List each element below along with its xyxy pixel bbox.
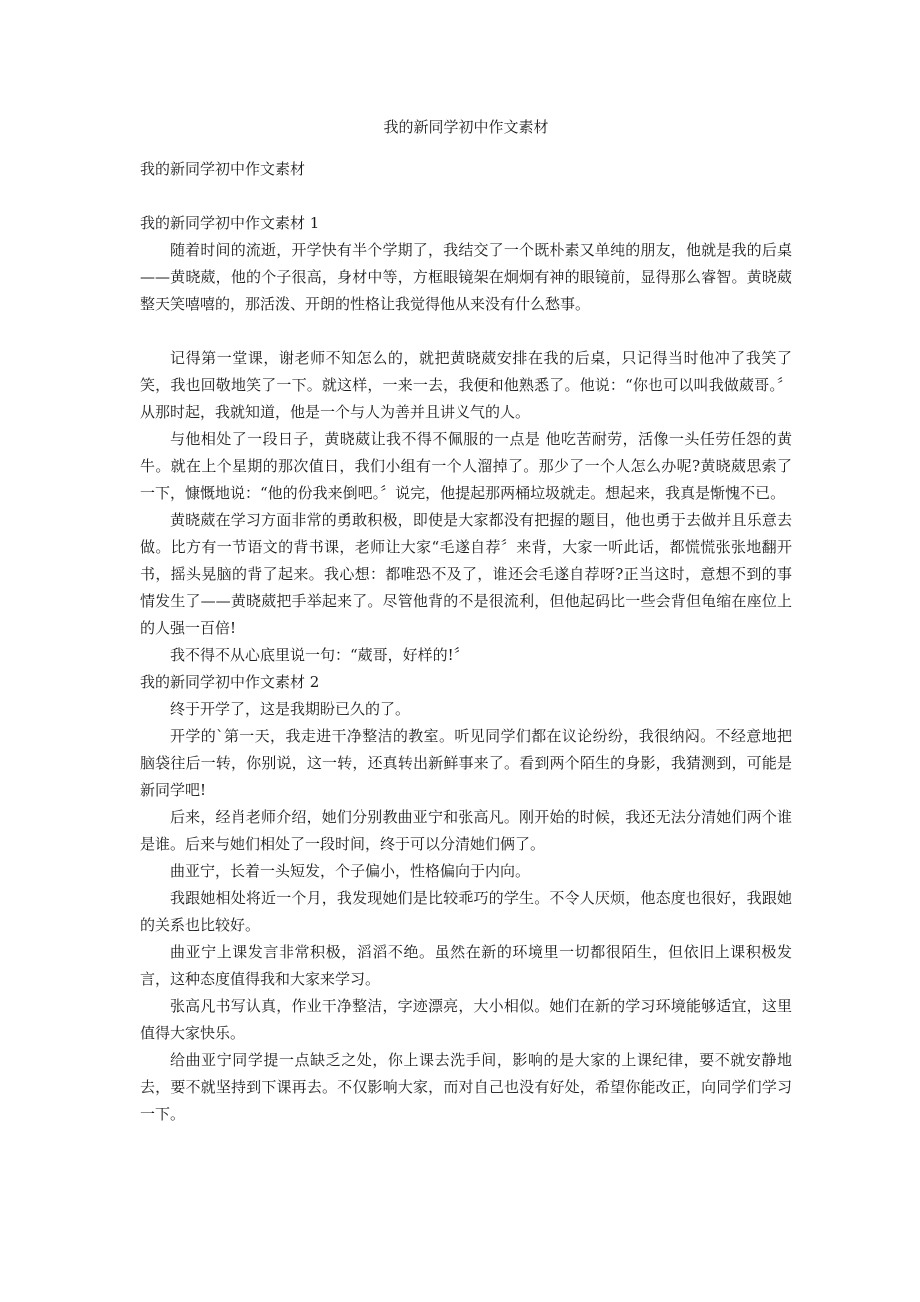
paragraph: 我不得不从心底里说一句：“葳哥，好样的!〞 — [170, 646, 469, 664]
paragraph: 开学的`第一天，我走进干净整洁的教室。听见同学们都在议论纷纷，我很纳闷。不经意地把脑袋往后一转，你别说，这一转，还真转出新鲜事来了。看到两个陌生的身影，我猜测到，可能是新同学吧! — [140, 727, 792, 799]
paragraph: 后来，经肖老师介绍，她们分别教曲亚宁和张高凡。刚开始的时候，我还无法分清她们两个谁是谁。后来与她们相处了一段时间，终于可以分清她们俩了。 — [140, 808, 792, 853]
paragraph: 我跟她相处将近一个月，我发现她们是比较乖巧的学生。不令人厌烦，他态度也很好，我跟她的关系也比较好。 — [140, 889, 792, 934]
paragraph: 终于开学了，这是我期盼已久的了。 — [170, 700, 411, 718]
paragraph: 曲亚宁，长着一头短发，个子偏小，性格偏向于内向。 — [170, 862, 531, 880]
paragraph: 记得第一堂课，谢老师不知怎么的，就把黄晓葳安排在我的后桌，只记得当时他冲了我笑了笑，我也回敬地笑了一下。就这样，一来一去，我便和他熟悉了。他说：“你也可以叫我做葳哥。〞从那时起，我就知道，他是一个与人为善并且讲义气的人。 — [140, 349, 792, 421]
paragraph: 张高凡书写认真，作业干净整洁，字迹漂亮，大小相似。她们在新的学习环境能够适宜，这里值得大家快乐。 — [140, 997, 792, 1042]
section-heading-1: 我的新同学初中作文素材 1 — [140, 214, 320, 232]
document-subtitle: 我的新同学初中作文素材 — [140, 160, 306, 178]
document-body — [140, 210, 792, 1128]
paragraph: 与他相处了一段日子，黄晓葳让我不得不佩服的一点是 他吃苦耐劳，活像一头任劳任怨的黄牛。就在上个星期的那次值日，我们小组有一个人溜掉了。那少了一个人怎么办呢?黄晓葳思索了一下，慷慨地说：“他的份我来倒吧。〞说完，他提起那两桶垃圾就走。想起来，我真是惭愧不已。 — [140, 430, 792, 502]
paragraph: 黄晓葳在学习方面非常的勇敢积极，即使是大家都没有把握的题目，他也勇于去做并且乐意去做。比方有一节语文的背书课，老师让大家“毛遂自荐〞来背，大家一听此话，都慌慌张张地翻开书，摇头晃脑的背了起来。我心想：都唯恐不及了，谁还会毛遂自荐呀?正当这时，意想不到的事情发生了——黄晓葳把手举起来了。尽管他背的不是很流利，但他起码比一些会背但龟缩在座位上的人强一百倍! — [140, 511, 792, 637]
section-heading-2: 我的新同学初中作文素材 2 — [140, 673, 320, 691]
paragraph: 随着时间的流逝，开学快有半个学期了，我结交了一个既朴素又单纯的朋友，他就是我的后桌——黄晓葳，他的个子很高，身材中等，方框眼镜架在炯炯有神的眼镜前，显得那么睿智。黄晓葳整天笑嘻嘻的，那活泼、开朗的性格让我觉得他从来没有什么愁事。 — [140, 241, 792, 313]
paragraph: 曲亚宁上课发言非常积极，滔滔不绝。虽然在新的环境里一切都很陌生，但依旧上课积极发言，这种态度值得我和大家来学习。 — [140, 943, 792, 988]
paragraph: 给曲亚宁同学提一点缺乏之处，你上课去洗手间，影响的是大家的上课纪律，要不就安静地去，要不就坚持到下课再去。不仅影响大家，而对自己也没有好处，希望你能改正，向同学们学习一下。 — [140, 1051, 792, 1123]
paragraph-gap — [140, 318, 792, 345]
document-title: 我的新同学初中作文素材 — [383, 118, 549, 136]
